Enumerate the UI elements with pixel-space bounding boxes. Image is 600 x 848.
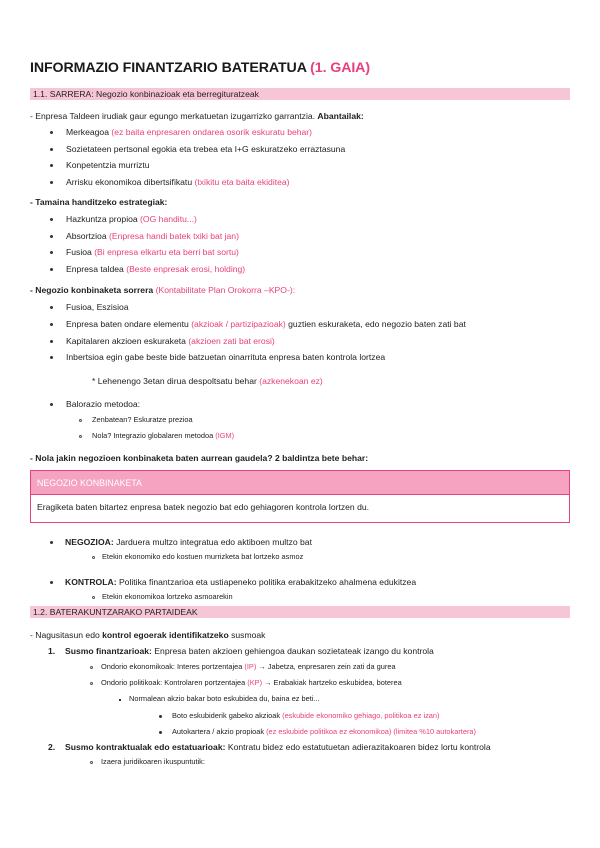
- valuation-label: Balorazio metodoa:: [66, 399, 141, 409]
- sub-bullet-icon: [90, 666, 93, 669]
- bullet-icon: [50, 581, 53, 584]
- list-item: Kapitalaren akzioen eskuraketa (akzioen zati bat erosi): [66, 336, 275, 346]
- deep-list-item: Boto eskubiderik gabeko akzioak (eskubide ekonomiko gehiago, politikoa ez izan): [172, 711, 440, 720]
- deep-list-item: Autokartera / akzio propioak (ez eskubide politikoa ez ekonomikoa) (limitea %10 autokartera): [172, 727, 476, 736]
- list-item: Absortzioa (Enpresa handi batek txiki bat jan): [66, 231, 239, 241]
- list-item: Sozietateen pertsonal egokia eta trebea eta I+G eskuratzeko erraztasuna: [66, 144, 346, 154]
- numbered-item-1: Susmo finantzarioak: Enpresa baten akzioen gehiengoa daukan sozietateak izango du kontrola: [65, 646, 434, 656]
- sub-list-item: Zenbatean? Eskuratze prezioa: [92, 415, 193, 424]
- title-accent: (1. GAIA): [310, 60, 370, 76]
- sub-list-item: Izaera juridikoaren ikuspuntutik:: [101, 757, 205, 766]
- bullet-icon: [50, 268, 53, 271]
- bullet-icon: [50, 306, 53, 309]
- question-line: - Nola jakin negozioen konbinaketa baten aurrean gaudela? 2 baldintza bete behar:: [30, 453, 369, 463]
- bullet-icon: [159, 715, 162, 718]
- sub-bullet-icon: [92, 556, 95, 559]
- strategies-heading: - Tamaina handitzeko estrategiak:: [30, 197, 168, 207]
- footnote: * Lehenengo 3etan dirua despoltsatu behar (azkenekoan ez): [92, 376, 323, 386]
- sub-bullet-icon: [79, 419, 82, 422]
- sub-sub-list-item: Normalean akzio bakar boto eskubidea du, baina ez beti...: [129, 694, 320, 703]
- definition-box-body: Eragiketa baten bitartez enpresa batek negozio bat edo gehiagoren kontrola lortzen du.: [37, 502, 370, 512]
- bullet-icon: [50, 218, 53, 221]
- bullet-icon: [50, 541, 53, 544]
- bullet-icon: [159, 731, 162, 734]
- square-bullet-icon: [119, 699, 121, 701]
- bullet-icon: [50, 131, 53, 134]
- sub-bullet-icon: [90, 682, 93, 685]
- bullet-icon: [50, 356, 53, 359]
- bullet-icon: [50, 235, 53, 238]
- list-item: Enpresa taldea (Beste enpresak erosi, holding): [66, 264, 246, 274]
- list-item: Fusioa (Bi enpresa elkartu eta berri bat sortu): [66, 247, 239, 257]
- sub-bullet-icon: [92, 596, 95, 599]
- sub-list-item: Ondorio politikoak: Kontrolaren portzentajea (KP) → Erabakiak hartzeko eskubidea, boterea: [101, 678, 402, 687]
- list-item: Fusioa, Eszisioa: [66, 302, 129, 312]
- bullet-icon: [50, 340, 53, 343]
- bullet-icon: [50, 148, 53, 151]
- page-title: INFORMAZIO FINANTZARIO BATERATUA (1. GAIA): [30, 60, 370, 76]
- sub-list-item: Nola? Integrazio globalaren metodoa (IGM): [92, 431, 235, 440]
- bullet-icon: [50, 323, 53, 326]
- section2-intro: - Nagusitasun edo kontrol egoerak identifikatzeko susmoak: [30, 630, 266, 640]
- sub-list-item: Ondorio ekonomikoak: Interes portzentajea (IP) → Jabetza, enpresaren zein zati da gurea: [101, 662, 396, 671]
- list-item: Inbertsioa egin gabe beste bide batzuetan oinarrituta enpresa baten kontrola lortzea: [66, 352, 386, 362]
- definition-box-title: NEGOZIO KONBINAKETA: [31, 471, 569, 495]
- numbered-item-2: Susmo kontraktualak edo estatuarioak: Kontratu bidez edo estatutuetan adierazitakoaren bidez lortu kontrola: [65, 742, 491, 752]
- list-item: Hazkuntza propioa (OG handitu...): [66, 214, 197, 224]
- list-item: Merkeagoa (ez baita enpresaren ondarea osorik eskuratu behar): [66, 127, 313, 137]
- list-item: Konpetentzia murriztu: [66, 160, 150, 170]
- origin-heading: - Negozio konbinaketa sorrera (Kontabilitate Plan Orokorra –KPO-):: [30, 285, 296, 295]
- bullet-icon: [50, 181, 53, 184]
- list-item: Arrisku ekonomikoa dibertsifikatu (txikitu eta baita ekiditea): [66, 177, 290, 187]
- item-number: 2.: [48, 742, 56, 752]
- definition-box: [30, 470, 570, 523]
- section-heading-1-1: 1.1. SARRERA: Negozio konbinazioak eta berregituratzeak: [30, 88, 570, 100]
- bullet-icon: [50, 164, 53, 167]
- condition-kontrola-sub: Etekin ekonomikoa lortzeko asmoarekin: [102, 592, 233, 601]
- condition-negozioa-sub: Etekin ekonomiko edo kostuen murrizketa bat lortzeko asmoz: [102, 552, 304, 561]
- sub-bullet-icon: [90, 761, 93, 764]
- bullet-icon: [50, 403, 53, 406]
- section-heading-1-2: 1.2. BATERAKUNTZARAKO PARTAIDEAK: [30, 606, 570, 618]
- condition-kontrola: KONTROLA: Politika finantzarioa eta ustiapeneko politika erabakitzeko ahalmena edukitzea: [65, 577, 417, 587]
- list-item: Enpresa baten ondare elementu (akzioak / partizipazioak) guztien eskuraketa, edo negozio baten zati bat: [66, 319, 466, 329]
- intro-line: - Enpresa Taldeen irudiak gaur egungo merkatuetan izugarrizko garrantzia. Abantailak:: [30, 111, 364, 121]
- condition-negozioa: NEGOZIOA: Jarduera multzo integratua edo aktiboen multzo bat: [65, 537, 312, 547]
- item-number: 1.: [48, 646, 56, 656]
- sub-bullet-icon: [79, 435, 82, 438]
- bullet-icon: [50, 251, 53, 254]
